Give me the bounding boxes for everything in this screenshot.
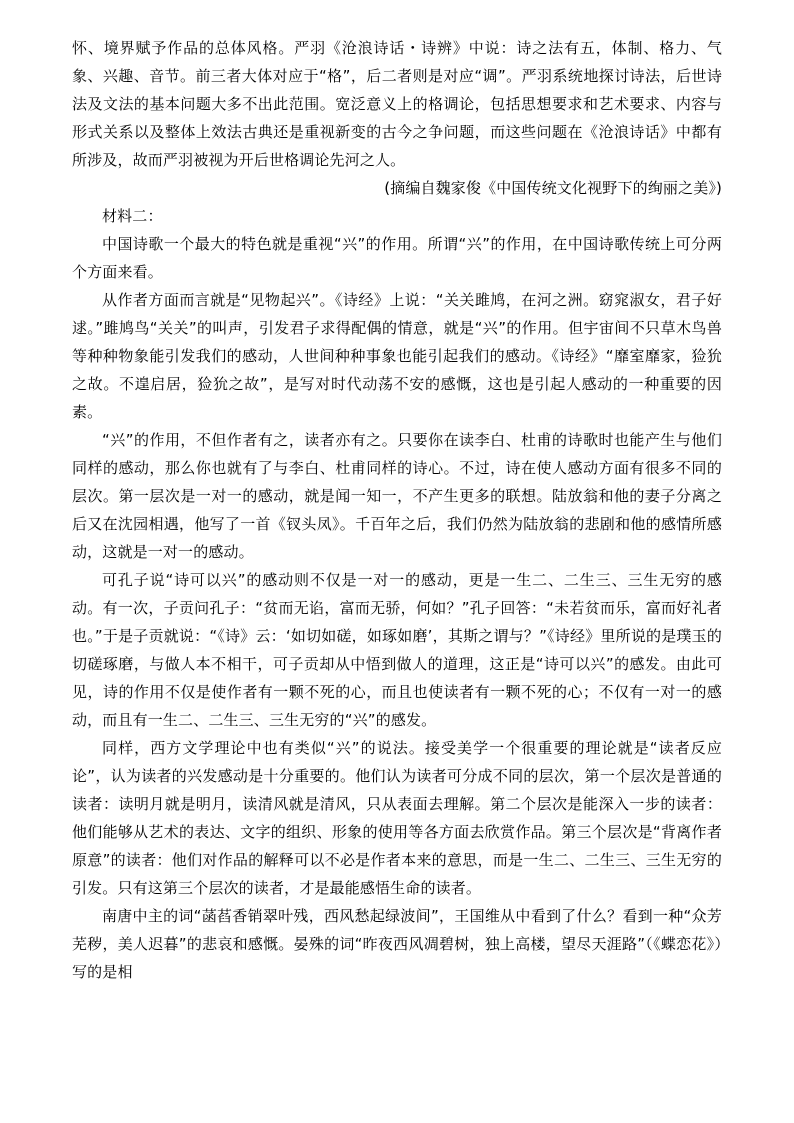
paragraph-6: 南唐中主的词“菡萏香销翠叶残，西风愁起绿波间”，王国维从中看到了什么？看到一种“众芳芜秽，美人迟暮”的悲哀和感慨。晏殊的词“昨夜西风凋碧树，独上高楼，望尽天涯路”（《蝶恋花》）写的是相 bbox=[72, 907, 722, 981]
paragraph-3: “兴”的作用，不但作者有之，读者亦有之。只要你在读李白、杜甫的诗歌时也能产生与他们同样的感动，那么你也就有了与李白、杜甫同样的诗心。不过，诗在使人感动方面有很多不同的层次。第一层次是一对一的感动，就是闻一知一，不产生更多的联想。陆放翁和他的妻子分离之后又在沈园相遇，他写了一首《钗头凤》。千百年之后，我们仍然为陆放翁的悲剧和他的感情所感动，这就是一对一的感动。 bbox=[72, 431, 722, 561]
paragraph-1: 中国诗歌一个最大的特色就是重视“兴”的作用。所谓“兴”的作用，在中国诗歌传统上可分两个方面来看。 bbox=[72, 235, 722, 281]
paragraph-5: 同样，西方文学理论中也有类似“兴”的说法。接受美学一个很重要的理论就是“读者反应论”，认为读者的兴发感动是十分重要的。他们认为读者可分成不同的层次，第一个层次是普通的读者：读明月就是明月，读清风就是清风，只从表面去理解。第二个层次是能深入一步的读者：他们能够从艺术的表达、文字的组织、形象的使用等各方面去欣赏作品。第三个层次是“背离作者原意”的读者：他们对作品的解释可以不必是作者本来的意思，而是一生二、二生三、三生无穷的引发。只有这第三个层次的读者，才是最能感悟生命的读者。 bbox=[72, 739, 722, 897]
paragraph-4: 可孔子说“诗可以兴”的感动则不仅是一对一的感动，更是一生二、二生三、三生无穷的感动。有一次，子贡问孔子：“贫而无谄，富而无骄，何如？”孔子回答：“未若贫而乐，富而好礼者也。”于是子贡就说：“《诗》云：‘如切如磋，如琢如磨’，其斯之谓与？”《诗经》里所说的是璞玉的切磋琢磨，与做人本不相干，可子贡却从中悟到做人的道理，这正是“诗可以兴”的感发。由此可见，诗的作用不仅是使作者有一颗不死的心，而且也使读者有一颗不死的心；不仅有一对一的感动，而且有一生二、二生三、三生无穷的“兴”的感发。 bbox=[72, 571, 722, 729]
paragraph-continuation: 怀、境界赋予作品的总体风格。严羽《沧浪诗话・诗辨》中说：诗之法有五，体制、格力、气象、兴趣、音节。前三者大体对应于“格”，后二者则是对应“调”。严羽系统地探讨诗法，后世诗法及文法的基本问题大多不出此范围。宽泛意义上的格调论，包括思想要求和艺术要求、内容与形式关系以及整体上效法古典还是重视新变的古今之争问题，而这些问题在《沧浪诗话》中都有所涉及，故而严羽被视为开后世格调论先河之人。 bbox=[72, 39, 722, 169]
material-two-label: 材料二： bbox=[102, 207, 163, 225]
document-page bbox=[72, 34, 722, 986]
source-note: (摘编自魏家俊《中国传统文化视野下的绚丽之美》) bbox=[384, 179, 722, 197]
paragraph-2: 从作者方面而言就是“见物起兴”。《诗经》上说：“关关雎鸠，在河之洲。窈窕淑女，君子好逑。”雎鸠鸟“关关”的叫声，引发君子求得配偶的情意，就是“兴”的作用。但宇宙间不只草木鸟兽等种种物象能引发我们的感动，人世间种种事象也能引起我们的感动。《诗经》“靡室靡家，猃狁之故。不遑启居，猃狁之故”，是写对时代动荡不安的感慨，这也是引起人感动的一种重要的因素。 bbox=[72, 291, 722, 421]
